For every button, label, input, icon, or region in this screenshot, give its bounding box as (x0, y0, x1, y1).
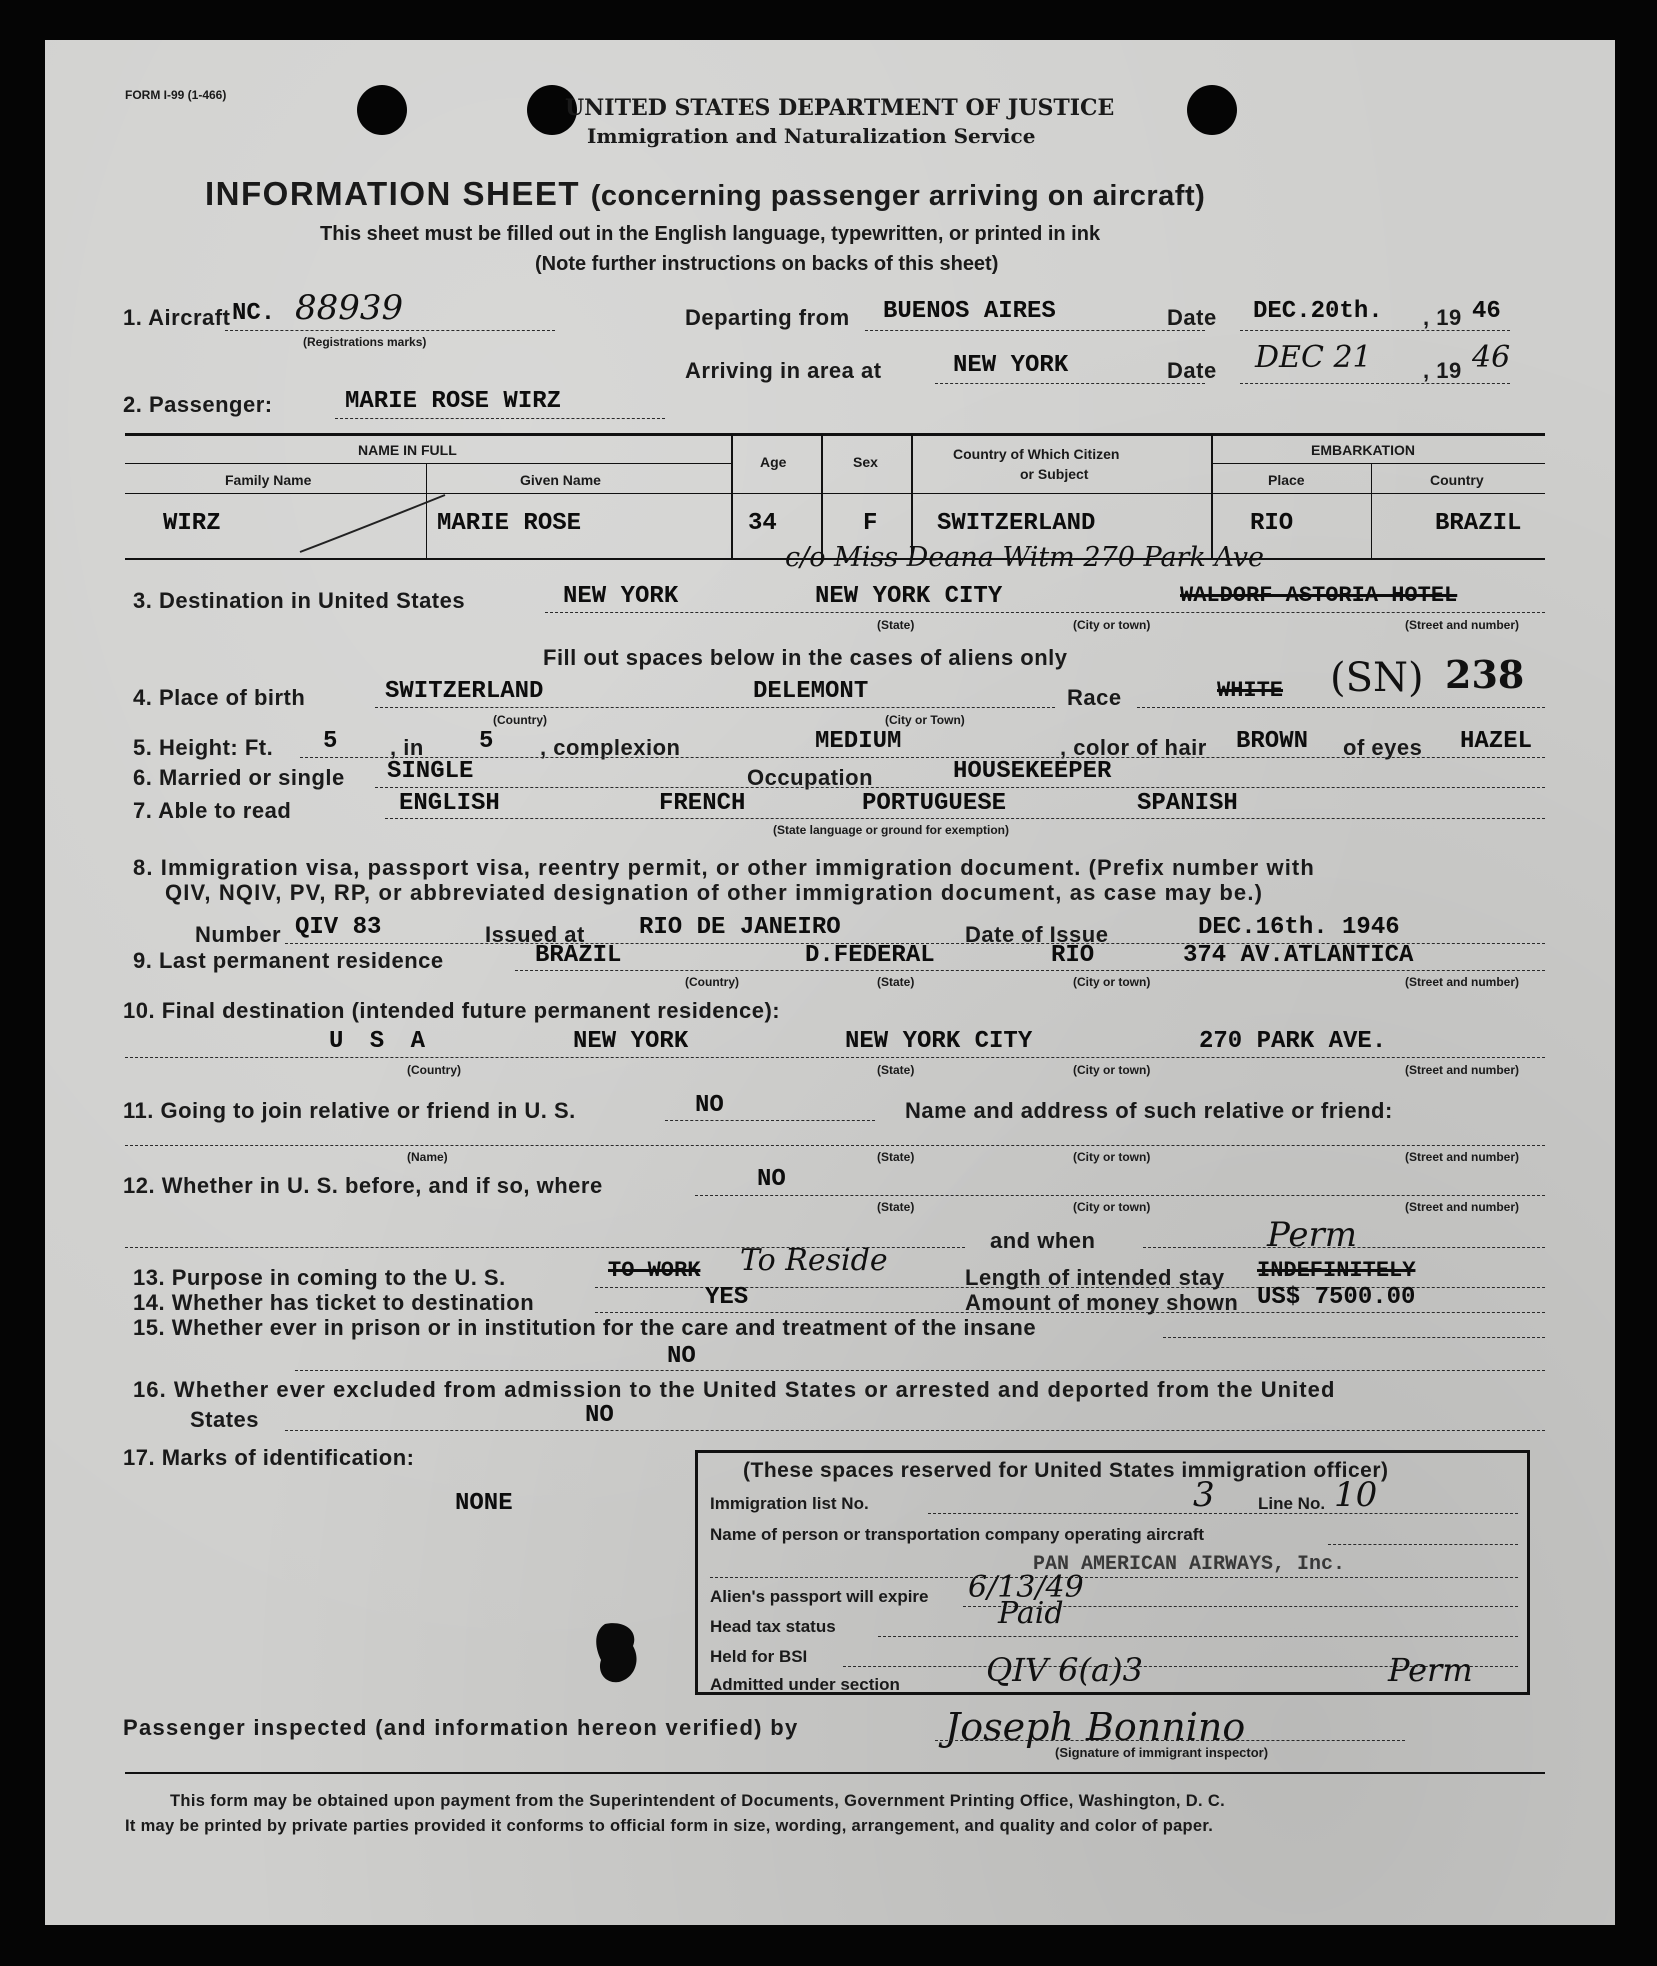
list-line (928, 1513, 1518, 1514)
race-label: Race (1067, 685, 1122, 710)
head-tax-value: Paid (998, 1596, 1064, 1631)
join-name-caption: (Name) (407, 1150, 448, 1164)
table-pen-stroke (295, 490, 455, 560)
aircraft-prefix: NC. (232, 300, 276, 327)
marks-label: 17. Marks of identification: (123, 1445, 415, 1470)
inspected-label: Passenger inspected (and information hereon verified) by (123, 1715, 799, 1740)
list-no-value: 3 (1193, 1475, 1215, 1515)
title-main: INFORMATION SHEET (205, 175, 581, 212)
visa-line-2: QIV, NQIV, PV, RP, or abbreviated designation of other immigration document, as case may be.) (165, 880, 1264, 905)
arrival-date: DEC 21 (1255, 340, 1372, 375)
arriving-value: NEW YORK (953, 352, 1069, 379)
punch-hole-right (1187, 85, 1237, 135)
join-details-line (125, 1145, 1545, 1146)
ink-blot (593, 1620, 643, 1685)
before-line (695, 1195, 1545, 1196)
birth-city: DELEMONT (753, 678, 869, 705)
admitted-perm: Perm (1388, 1651, 1473, 1689)
join-name-address-label: Name and address of such relative or friend: (905, 1098, 1393, 1123)
company-line-2 (710, 1577, 1518, 1578)
purpose-handwritten: To Reside (740, 1243, 888, 1278)
citizen-header-1: Country of Which Citizen (953, 446, 1120, 462)
service-name: Immigration and Naturalization Service (587, 124, 1036, 148)
final-country: U S A (329, 1028, 432, 1055)
destination-street: WALDORF ASTORIA HOTEL (1180, 583, 1458, 608)
family-name-header: Family Name (225, 472, 312, 488)
aircraft-line (225, 330, 555, 331)
married-label: 6. Married or single (133, 765, 345, 790)
final-city-caption: (City or town) (1073, 1063, 1151, 1077)
excluded-line (285, 1430, 1545, 1431)
stay-label: Length of intended stay (965, 1265, 1225, 1290)
residence-country: BRAZIL (535, 942, 622, 969)
prison-value-line (295, 1370, 1545, 1371)
visa-issued-at: RIO DE JANEIRO (639, 914, 841, 941)
prison-line (1163, 1337, 1545, 1338)
visa-number-label: Number (195, 922, 282, 947)
final-street-caption: (Street and number) (1405, 1063, 1520, 1077)
table-divider-sex (821, 435, 823, 558)
signature-line (935, 1740, 1405, 1741)
birth-city-caption: (City or Town) (885, 713, 965, 727)
inspector-signature: Joseph Bonnino (945, 1705, 1246, 1749)
married-line (375, 787, 1545, 788)
purpose-label: 13. Purpose in coming to the U. S. (133, 1265, 506, 1290)
visa-number: QIV 83 (295, 914, 382, 941)
prison-value: NO (667, 1343, 696, 1370)
stay-handwritten: Perm (1267, 1215, 1357, 1255)
passport-label: Alien's passport will expire (710, 1587, 929, 1606)
birth-label: 4. Place of birth (133, 685, 306, 710)
marks-value: NONE (455, 1490, 513, 1517)
company-value: PAN AMERICAN AIRWAYS, Inc. (1033, 1553, 1346, 1576)
eyes-label: of eyes (1343, 735, 1423, 760)
passenger-line (335, 418, 665, 419)
residence-city: RIO (1051, 942, 1095, 969)
embarkation-header: EMBARKATION (1311, 442, 1415, 458)
footer-line-1: This form may be obtained upon payment from the Superintendent of Documents, Government Printing Office, Washington, D. C. (170, 1792, 1226, 1810)
arriving-line (935, 383, 1205, 384)
information-sheet (45, 40, 1615, 1925)
married-value: SINGLE (387, 758, 474, 785)
passport-value: 6/13/49 (968, 1570, 1084, 1605)
departure-date: DEC.20th. (1253, 298, 1383, 325)
table-top-border (125, 433, 1545, 436)
purpose-struck: TO WORK (608, 1258, 701, 1283)
table-divider-embark (1211, 435, 1213, 558)
height-in: 5 (479, 728, 494, 755)
race-line (1137, 707, 1545, 708)
before-city-caption: (City or town) (1073, 1200, 1151, 1214)
departing-line (865, 330, 1205, 331)
arrival-year-prefix: , 19 (1423, 358, 1462, 383)
table-header-rule-embark (1211, 463, 1545, 464)
departure-year: 46 (1472, 298, 1501, 325)
residence-city-caption: (City or town) (1073, 975, 1151, 989)
final-state: NEW YORK (573, 1028, 689, 1055)
birth-line (375, 707, 1055, 708)
embark-country-value: BRAZIL (1435, 510, 1522, 537)
destination-city-caption: (City or town) (1073, 618, 1151, 632)
citizen-header-2: or Subject (1020, 466, 1089, 482)
page-title (205, 175, 1205, 213)
stay-value: INDEFINITELY (1257, 1258, 1416, 1283)
read-language-3: PORTUGUESE (862, 790, 1007, 817)
birth-country-caption: (Country) (493, 713, 547, 727)
join-value: NO (695, 1092, 724, 1119)
company-line-1 (1328, 1544, 1518, 1545)
registration-caption: (Registrations marks) (303, 335, 427, 349)
destination-state-caption: (State) (877, 618, 915, 632)
occupation-value: HOUSEKEEPER (953, 758, 1112, 785)
destination-handwritten-note: c/o Miss Deana Witm 270 Park Ave (785, 542, 1265, 573)
citizen-value: SWITZERLAND (937, 510, 1096, 537)
arrival-date-label: Date (1167, 358, 1217, 383)
given-name-value: MARIE ROSE (437, 510, 582, 537)
aircraft-number: 88939 (295, 288, 404, 328)
race-handwritten: (SN) (1330, 655, 1424, 701)
embark-place-value: RIO (1250, 510, 1294, 537)
residence-state-caption: (State) (877, 975, 915, 989)
height-label: 5. Height: Ft. (133, 735, 274, 760)
money-value: US$ 7500.00 (1257, 1284, 1416, 1311)
residence-state: D.FEDERAL (805, 942, 935, 969)
destination-city: NEW YORK CITY (815, 583, 1003, 610)
company-label: Name of person or transportation company operating aircraft (710, 1525, 1205, 1544)
residence-street: 374 AV.ATLANTICA (1183, 942, 1414, 969)
table-header-rule-name (125, 463, 731, 464)
aircraft-label: 1. Aircraft (123, 305, 231, 330)
read-label: 7. Able to read (133, 798, 292, 823)
footer-rule (125, 1772, 1545, 1774)
arrival-year: 46 (1472, 340, 1511, 375)
given-name-header: Given Name (520, 472, 601, 488)
visa-doi-label: Date of Issue (965, 922, 1109, 947)
before-state-caption: (State) (877, 1200, 915, 1214)
join-city-caption: (City or town) (1073, 1150, 1151, 1164)
hair-value: BROWN (1236, 728, 1309, 755)
final-destination-label: 10. Final destination (intended future permanent residence): (123, 998, 781, 1023)
read-language-2: FRENCH (659, 790, 746, 817)
list-no-label: Immigration list No. (710, 1494, 869, 1513)
destination-street-caption: (Street and number) (1405, 618, 1520, 632)
prison-label: 15. Whether ever in prison or in institution for the care and treatment of the insane (133, 1315, 1037, 1340)
name-in-full-header: NAME IN FULL (358, 442, 457, 458)
form-number: FORM I-99 (1-466) (125, 88, 227, 102)
eyes-value: HAZEL (1460, 728, 1533, 755)
excluded-value: NO (585, 1402, 614, 1429)
title-sub: (concerning passenger arriving on aircraft) (590, 180, 1206, 212)
residence-label: 9. Last permanent residence (133, 948, 444, 973)
before-label: 12. Whether in U. S. before, and if so, where (123, 1173, 603, 1198)
join-state-caption: (State) (877, 1150, 915, 1164)
visa-issued-label: Issued at (485, 922, 585, 947)
departing-value: BUENOS AIRES (883, 298, 1056, 325)
sex-header: Sex (853, 454, 878, 470)
line-no-value: 10 (1334, 1475, 1378, 1515)
instruction-line-1: This sheet must be filled out in the English language, typewritten, or printed in ink (320, 223, 1101, 245)
race-code: 238 (1445, 652, 1525, 697)
visa-line-1: 8. Immigration visa, passport visa, reentry permit, or other immigration document. (Prefix number with (133, 855, 1315, 880)
visa-doi: DEC.16th. 1946 (1198, 914, 1400, 941)
aliens-only-note: Fill out spaces below in the cases of aliens only (543, 645, 1068, 670)
read-line (385, 818, 1545, 819)
excluded-line-1: 16. Whether ever excluded from admission to the United States or arrested and deported from the United (133, 1377, 1336, 1402)
officer-box-title: (These spaces reserved for United States immigration officer) (743, 1459, 1389, 1482)
head-tax-label: Head tax status (710, 1617, 836, 1636)
country-header: Country (1430, 472, 1484, 488)
final-street: 270 PARK AVE. (1199, 1028, 1387, 1055)
ticket-line (595, 1312, 1545, 1313)
age-header: Age (760, 454, 787, 470)
departing-label: Departing from (685, 305, 850, 330)
table-divider-citizen (911, 435, 913, 558)
and-when-label: and when (990, 1228, 1096, 1253)
residence-line (515, 970, 1545, 971)
sex-value: F (863, 510, 878, 537)
final-state-caption: (State) (877, 1063, 915, 1077)
complexion-value: MEDIUM (815, 728, 902, 755)
signature-caption: (Signature of immigrant inspector) (1055, 1745, 1269, 1760)
family-name-value: WIRZ (163, 510, 221, 537)
instruction-line-2: (Note further instructions on backs of this sheet) (535, 253, 999, 275)
final-city: NEW YORK CITY (845, 1028, 1033, 1055)
birth-country: SWITZERLAND (385, 678, 544, 705)
join-value-line (665, 1120, 875, 1121)
head-tax-line (878, 1636, 1518, 1637)
height-ft: 5 (323, 728, 338, 755)
final-line (125, 1057, 1545, 1058)
race-value: WHITE (1217, 678, 1284, 703)
residence-country-caption: (Country) (685, 975, 739, 989)
destination-line (545, 612, 1545, 613)
arriving-label: Arriving in area at (685, 358, 882, 383)
passenger-name: MARIE ROSE WIRZ (345, 388, 562, 415)
read-language-4: SPANISH (1137, 790, 1238, 817)
departure-year-prefix: , 19 (1423, 305, 1462, 330)
destination-label: 3. Destination in United States (133, 588, 466, 613)
department-name: UNITED STATES DEPARTMENT OF JUSTICE (565, 95, 1115, 121)
passenger-label: 2. Passenger: (123, 392, 273, 417)
punch-hole-left (357, 85, 407, 135)
join-street-caption: (Street and number) (1405, 1150, 1520, 1164)
age-value: 34 (748, 510, 777, 537)
height-line (300, 757, 1545, 758)
arrival-date-line (1240, 383, 1510, 384)
line-no-label: Line No. (1258, 1494, 1326, 1513)
departure-date-line (1240, 330, 1510, 331)
footer-line-2: It may be printed by private parties provided it conforms to official form in size, wording, arrangement, and quality and color of paper. (125, 1817, 1214, 1835)
complexion-label: , complexion (540, 735, 681, 760)
money-label: Amount of money shown (965, 1290, 1239, 1315)
table-divider-embark-country (1371, 464, 1372, 558)
place-header: Place (1268, 472, 1305, 488)
admitted-value: QIV 6(a)3 (986, 1651, 1143, 1689)
hair-label: , color of hair (1060, 735, 1207, 760)
ticket-label: 14. Whether has ticket to destination (133, 1290, 535, 1315)
residence-street-caption: (Street and number) (1405, 975, 1520, 989)
read-language-1: ENGLISH (399, 790, 500, 817)
admitted-label: Admitted under section (710, 1675, 900, 1694)
before-value: NO (757, 1166, 786, 1193)
ticket-value: YES (705, 1284, 749, 1311)
height-in-label: , in (390, 735, 424, 760)
destination-state: NEW YORK (563, 583, 679, 610)
before-street-caption: (Street and number) (1405, 1200, 1520, 1214)
final-country-caption: (Country) (407, 1063, 461, 1077)
join-label: 11. Going to join relative or friend in U. S. (123, 1098, 576, 1123)
occupation-label: Occupation (747, 765, 874, 790)
read-caption: (State language or ground for exemption) (773, 823, 1010, 837)
table-divider-age (731, 435, 733, 558)
departure-date-label: Date (1167, 305, 1217, 330)
excluded-line-2: States (190, 1407, 260, 1432)
bsi-label: Held for BSI (710, 1647, 808, 1666)
officer-box (695, 1450, 1530, 1695)
